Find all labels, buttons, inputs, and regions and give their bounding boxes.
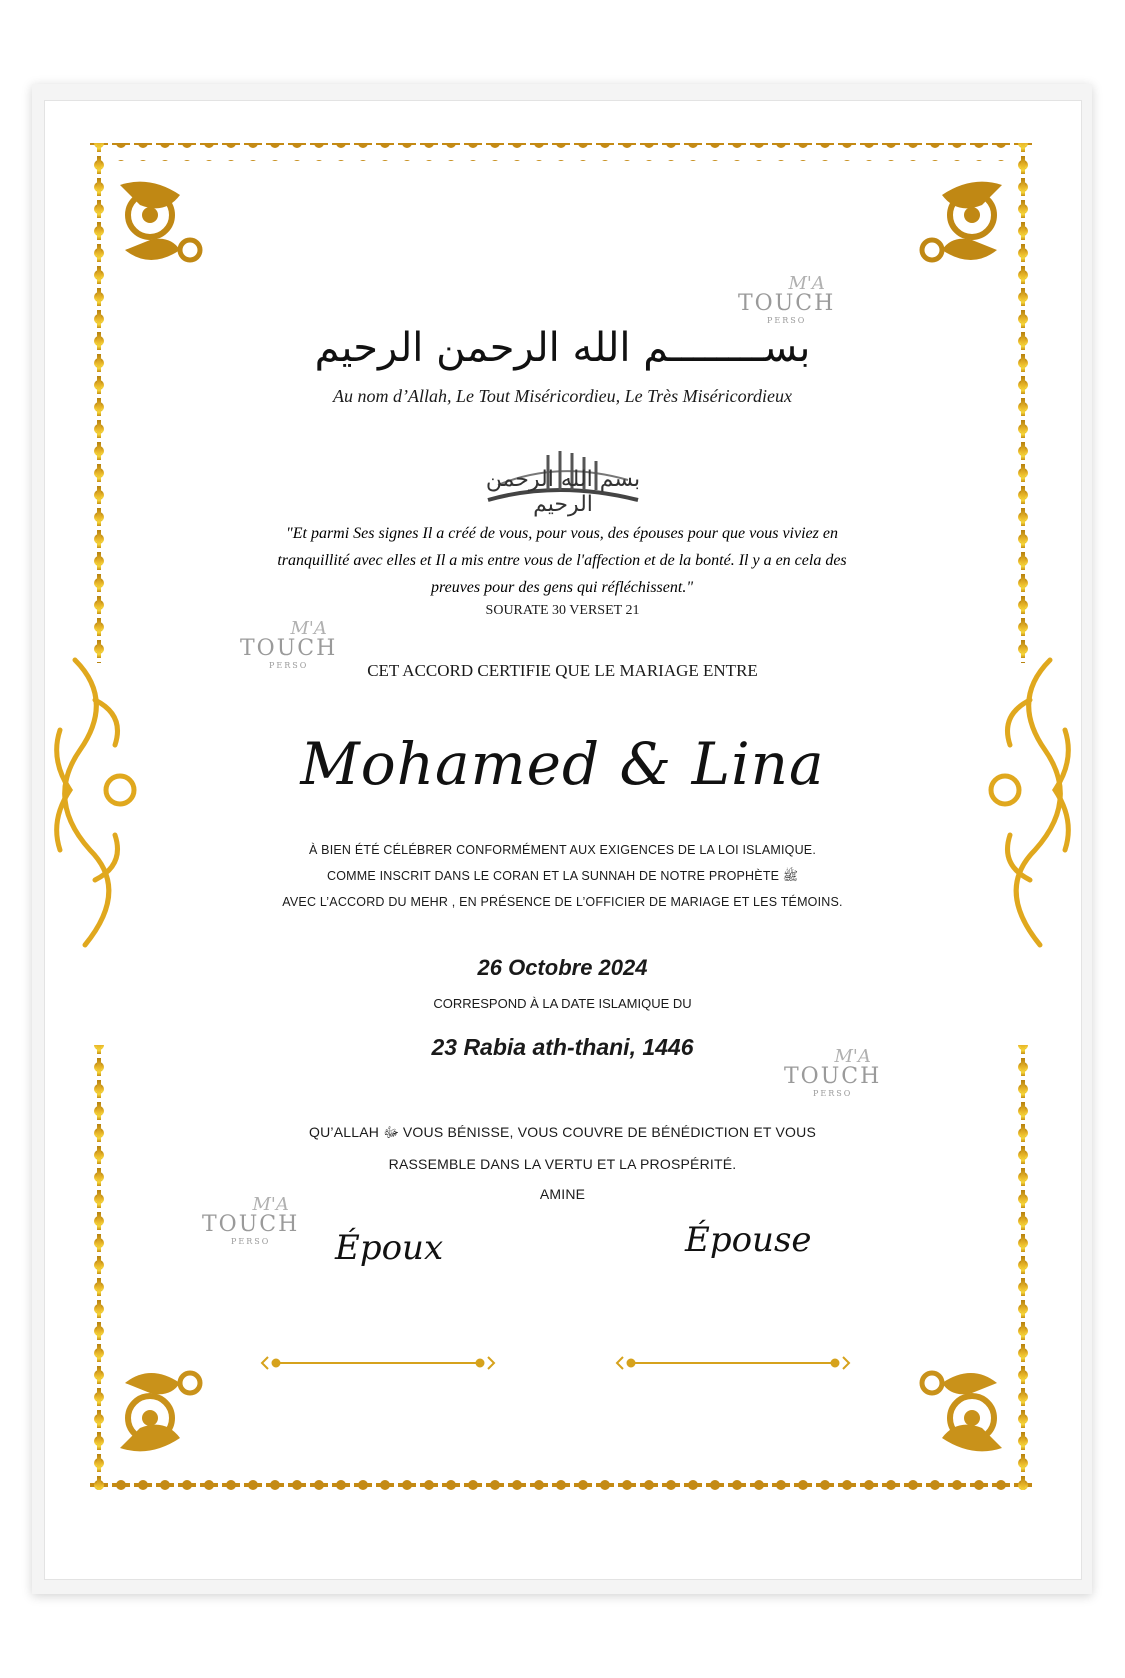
signature-label-husband: Époux [335,1228,444,1268]
watermark-logo: M'A TOUCH PERSO [240,618,338,670]
hijri-date: 23 Rabia ath-thani, 1446 [431,1034,694,1060]
corner-ornament-bottom-left [120,1373,200,1451]
watermark-logo: M'A TOUCH PERSO [202,1194,300,1246]
couple-names: Mohamed & Lina [300,730,825,798]
corner-ornament-top-right [922,182,1002,260]
ceremony-line: COMME INSCRIT DANS LE CORAN ET LA SUNNAH DE NOTRE PROPHÈTE ﷺ [327,869,798,883]
gregorian-date: 26 Octobre 2024 [477,955,648,980]
calligraphy-text: بسم الله الرحمن الرحيم [485,467,641,517]
blessing-line: RASSEMBLE DANS LA VERTU ET LA PROSPÉRITÉ. [388,1156,737,1172]
blessing-line: QU’ALLAH ﷻ VOUS BÉNISSE, VOUS COUVRE DE BÉNÉDICTION ET VOUS [309,1124,816,1140]
ceremony-line: AVEC L’ACCORD DU MEHR , EN PRÉSENCE DE L’OFFICIER DE MARIAGE ET LES TÉMOINS. [282,895,843,909]
border-bottom [86,1474,1036,1492]
quran-quote: "Et parmi Ses signes Il a créé de vous, pour vous, des épouses pour que vous viviez en tranquillité avec elles et Il a mis entre vous de l'affection et de la bonté. Il y a en cela des preuves pour des gens qui réfléchissent." [277,525,847,596]
watermark-logo: M'A TOUCH PERSO [738,273,836,325]
basmala-calligraphy [478,445,648,517]
border-top [86,143,1036,161]
signature-label-wife: Épouse [685,1220,812,1260]
border-left-lower [86,1045,106,1490]
certify-intro: CET ACCORD CERTIFIE QUE LE MARIAGE ENTRE [367,661,758,680]
corresponds-label: CORRESPOND À LA DATE ISLAMIQUE DU [433,996,692,1011]
basmala-heading: بســــــــم الله الرحمن الرحيم [314,325,811,371]
corner-ornament-top-left [120,182,200,260]
signature-line-wife [617,1357,849,1369]
corner-ornament-bottom-right [922,1373,1002,1451]
border-right-lower [1016,1045,1036,1490]
invocation-text: Au nom d’Allah, Le Tout Miséricordieu, Le Très Miséricordieux [333,386,792,406]
watermark-logo: M'A TOUCH PERSO [784,1046,882,1098]
ceremony-line: À BIEN ÉTÉ CÉLÉBRER CONFORMÉMENT AUX EXIGENCES DE LA LOI ISLAMIQUE. [308,843,817,857]
signature-line-husband [262,1357,494,1369]
quote-reference: SOURATE 30 VERSET 21 [485,603,640,618]
blessing-amine: AMINE [539,1186,586,1202]
